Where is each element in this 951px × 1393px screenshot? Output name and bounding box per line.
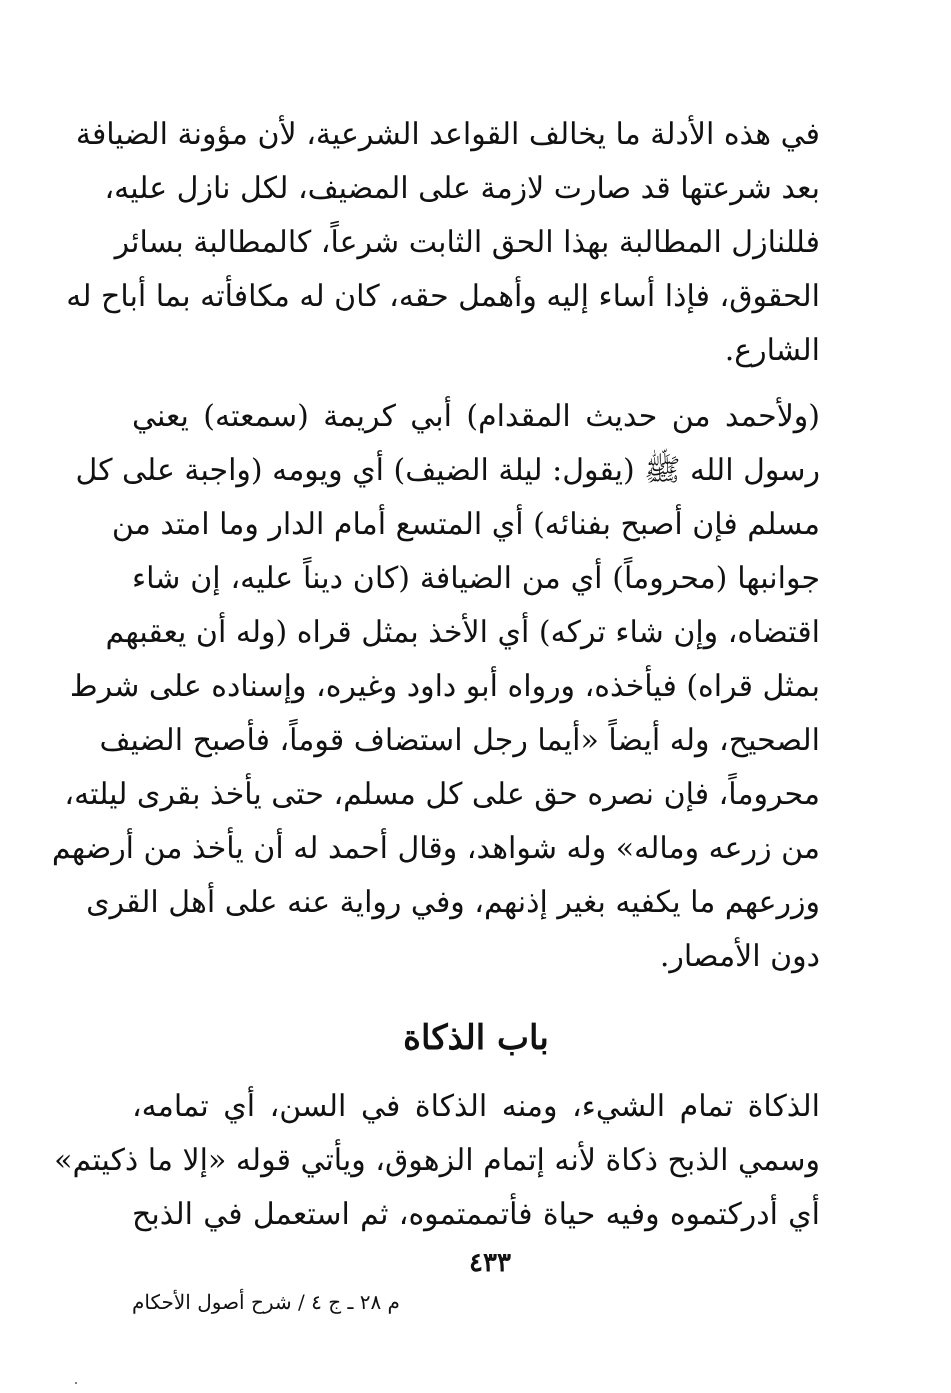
text-line: وزرعهم ما يكفيه بغير إذنهم، وفي رواية عنه على أهل القرى	[86, 885, 820, 920]
text-line: محروماً، فإن نصره حق على كل مسلم، حتى يأخذ بقرى ليلته،	[64, 777, 820, 812]
text-line: أي أدركتموه وفيه حياة فأتممتموه، ثم استعمل في الذبح	[132, 1197, 820, 1232]
text-line: من زرعه وماله» وله شواهد، وقال أحمد له أن يأخذ من أرضهم	[51, 831, 820, 866]
text-line: فللنازل المطالبة بهذا الحق الثابت شرعاً، كالمطالبة بسائر	[114, 225, 820, 260]
text-line: في هذه الأدلة ما يخالف القواعد الشرعية، لأن مؤونة الضيافة	[75, 117, 820, 152]
paragraph-hospitality-rights	[66, 108, 820, 378]
paragraph-zakah-definition	[54, 1080, 820, 1242]
text-line: دون الأمصار.	[659, 939, 820, 974]
text-line: بعد شرعتها قد صارت لازمة على المضيف، لكل نازل عليه،	[104, 171, 820, 206]
scan-speck	[75, 1382, 77, 1384]
section-heading: باب الذكاة	[403, 1018, 549, 1058]
text-line: اقتضاه، وإن شاء تركه) أي الأخذ بمثل قراه (وله أن يعقبهم	[105, 615, 820, 650]
text-line: بمثل قراه) فيأخذه، ورواه أبو داود وغيره، وإسناده على شرط	[69, 669, 820, 704]
text-line: الحقوق، فإذا أساء إليه وأهمل حقه، كان له مكافأته بما أباح له	[66, 279, 820, 314]
text-line: وسمي الذبح ذكاة لأنه إتمام الزهوق، ويأتي قوله «إلا ما ذكيتم»	[54, 1143, 820, 1178]
footer-signature: م ٢٨ ـ ج ٤ / شرح أصول الأحكام	[132, 1290, 400, 1314]
text-line: مسلم فإن أصبح بفنائه) أي المتسع أمام الدار وما امتد من	[111, 507, 820, 542]
text-line: جوانبها (محروماً) أي من الضيافة (كان ديناً عليه، إن شاء	[132, 561, 820, 596]
paragraph-hadith-miqdam	[51, 390, 820, 984]
page-number: ٤٣٣	[469, 1248, 511, 1278]
text-line: الشارع.	[724, 333, 820, 368]
text-line: الصحيح، وله أيضاً «أيما رجل استضاف قوماً، فأصبح الضيف	[99, 723, 820, 758]
text-line: الذكاة تمام الشيء، ومنه الذكاة في السن، أي تمامه،	[132, 1089, 820, 1124]
text-line: رسول الله ﷺ (يقول: ليلة الضيف) أي ويومه (واجبة على كل	[75, 453, 820, 488]
text-line: (ولأحمد من حديث المقدام) أبي كريمة (سمعته) يعني	[132, 399, 820, 434]
